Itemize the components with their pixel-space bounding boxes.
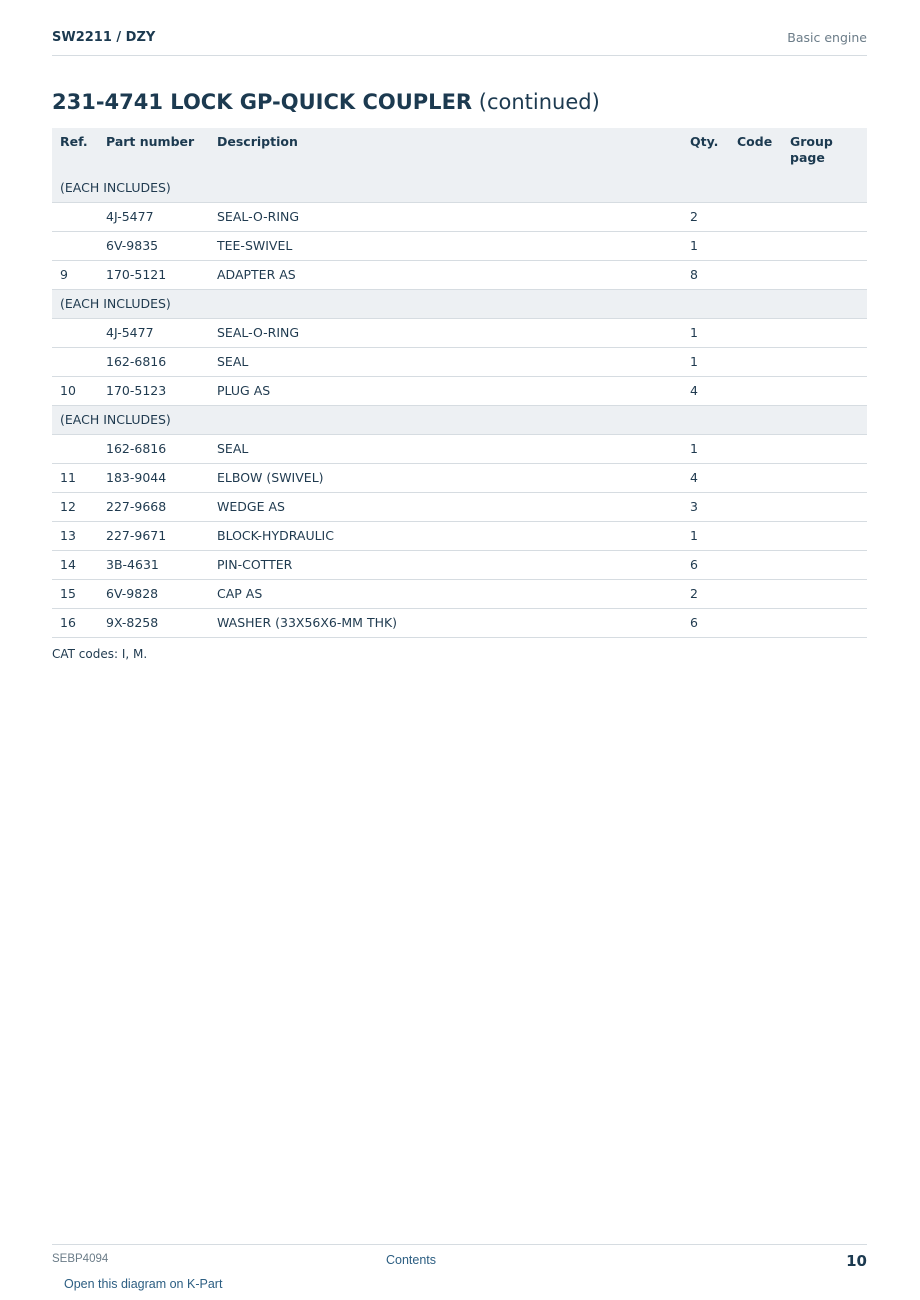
- cell-ref: [52, 347, 98, 376]
- page-number: 10: [846, 1252, 867, 1270]
- cell-ref: 10: [52, 376, 98, 405]
- cell-qty: 1: [682, 434, 729, 463]
- cell-description: WEDGE AS: [209, 492, 682, 521]
- cell-code: [729, 492, 782, 521]
- cell-description: PLUG AS: [209, 376, 682, 405]
- cell-code: [729, 318, 782, 347]
- table-row: [52, 579, 867, 608]
- cell-qty: 3: [682, 492, 729, 521]
- cell-part-number: 162-6816: [98, 347, 209, 376]
- cell-ref: 13: [52, 521, 98, 550]
- col-header-group-page: Group page: [782, 128, 867, 173]
- cell-code: [729, 521, 782, 550]
- table-row: [52, 202, 867, 231]
- table-row: [52, 318, 867, 347]
- includes-label: (EACH INCLUDES): [52, 289, 867, 318]
- cell-qty: 6: [682, 550, 729, 579]
- cell-group-page: [782, 231, 867, 260]
- cell-qty: 4: [682, 376, 729, 405]
- table-row: [52, 492, 867, 521]
- parts-table: [52, 128, 867, 638]
- table-row: [52, 231, 867, 260]
- includes-label: (EACH INCLUDES): [52, 173, 867, 202]
- cell-group-page: [782, 202, 867, 231]
- cell-part-number: 227-9671: [98, 521, 209, 550]
- col-header-part-number: Part number: [98, 128, 209, 173]
- table-row: [52, 608, 867, 637]
- col-header-code: Code: [729, 128, 782, 173]
- table-row: [52, 550, 867, 579]
- table-row: [52, 376, 867, 405]
- cell-ref: [52, 231, 98, 260]
- cell-qty: 4: [682, 463, 729, 492]
- cell-ref: 14: [52, 550, 98, 579]
- cell-qty: 2: [682, 579, 729, 608]
- cell-code: [729, 463, 782, 492]
- cell-description: ELBOW (SWIVEL): [209, 463, 682, 492]
- cell-code: [729, 434, 782, 463]
- cell-qty: 1: [682, 231, 729, 260]
- cell-code: [729, 260, 782, 289]
- cell-qty: 8: [682, 260, 729, 289]
- cell-part-number: 4J-5477: [98, 318, 209, 347]
- cell-ref: [52, 202, 98, 231]
- cell-group-page: [782, 376, 867, 405]
- cell-group-page: [782, 492, 867, 521]
- cell-group-page: [782, 434, 867, 463]
- parts-table-body: [52, 173, 867, 637]
- table-row: [52, 347, 867, 376]
- page-title: [52, 90, 867, 114]
- cell-code: [729, 608, 782, 637]
- open-in-kpart-link[interactable]: Open this diagram on K-Part: [64, 1277, 223, 1291]
- page-header: [52, 28, 867, 56]
- col-header-ref: Ref.: [52, 128, 98, 173]
- title-main: 231-4741 LOCK GP-QUICK COUPLER: [52, 90, 473, 114]
- cell-part-number: 6V-9828: [98, 579, 209, 608]
- cell-part-number: 162-6816: [98, 434, 209, 463]
- cell-code: [729, 347, 782, 376]
- cell-qty: 6: [682, 608, 729, 637]
- table-row: [52, 521, 867, 550]
- cell-description: SEAL-O-RING: [209, 202, 682, 231]
- cell-group-page: [782, 608, 867, 637]
- cell-qty: 1: [682, 521, 729, 550]
- cell-description: WASHER (33X56X6-MM THK): [209, 608, 682, 637]
- cell-group-page: [782, 579, 867, 608]
- cell-ref: [52, 434, 98, 463]
- cell-code: [729, 550, 782, 579]
- cell-part-number: 6V-9835: [98, 231, 209, 260]
- table-header-row: [52, 128, 867, 173]
- contents-link[interactable]: Contents: [386, 1253, 437, 1267]
- table-row: [52, 463, 867, 492]
- cell-code: [729, 231, 782, 260]
- cell-description: SEAL: [209, 347, 682, 376]
- cell-qty: 1: [682, 347, 729, 376]
- cell-group-page: [782, 347, 867, 376]
- cell-description: CAP AS: [209, 579, 682, 608]
- section-name: Basic engine: [787, 30, 867, 45]
- includes-row: [52, 173, 867, 202]
- includes-row: [52, 289, 867, 318]
- cell-description: TEE-SWIVEL: [209, 231, 682, 260]
- includes-row: [52, 405, 867, 434]
- cell-part-number: 9X-8258: [98, 608, 209, 637]
- cell-part-number: 4J-5477: [98, 202, 209, 231]
- cell-qty: 1: [682, 318, 729, 347]
- cell-ref: 11: [52, 463, 98, 492]
- cell-part-number: 170-5123: [98, 376, 209, 405]
- cell-part-number: 183-9044: [98, 463, 209, 492]
- cell-ref: 15: [52, 579, 98, 608]
- cell-description: BLOCK-HYDRAULIC: [209, 521, 682, 550]
- cell-description: SEAL: [209, 434, 682, 463]
- cell-description: PIN-COTTER: [209, 550, 682, 579]
- model-code: SW2211 / DZY: [52, 30, 156, 45]
- col-header-description: Description: [209, 128, 682, 173]
- cell-ref: 12: [52, 492, 98, 521]
- cell-ref: [52, 318, 98, 347]
- cell-group-page: [782, 463, 867, 492]
- cell-group-page: [782, 260, 867, 289]
- table-row: [52, 434, 867, 463]
- cell-group-page: [782, 318, 867, 347]
- cell-code: [729, 579, 782, 608]
- includes-label: (EACH INCLUDES): [52, 405, 867, 434]
- cell-qty: 2: [682, 202, 729, 231]
- cell-ref: 16: [52, 608, 98, 637]
- cell-description: SEAL-O-RING: [209, 318, 682, 347]
- col-header-qty: Qty.: [682, 128, 729, 173]
- cell-part-number: 170-5121: [98, 260, 209, 289]
- title-suffix: (continued): [478, 90, 600, 114]
- cell-description: ADAPTER AS: [209, 260, 682, 289]
- cell-group-page: [782, 521, 867, 550]
- table-row: [52, 260, 867, 289]
- cat-codes-note: CAT codes: I, M.: [52, 647, 148, 661]
- cell-code: [729, 202, 782, 231]
- cell-group-page: [782, 550, 867, 579]
- document-id: SEBP4094: [52, 1253, 109, 1265]
- footer-divider: [52, 1244, 867, 1245]
- cell-part-number: 3B-4631: [98, 550, 209, 579]
- cell-part-number: 227-9668: [98, 492, 209, 521]
- cell-ref: 9: [52, 260, 98, 289]
- cell-code: [729, 376, 782, 405]
